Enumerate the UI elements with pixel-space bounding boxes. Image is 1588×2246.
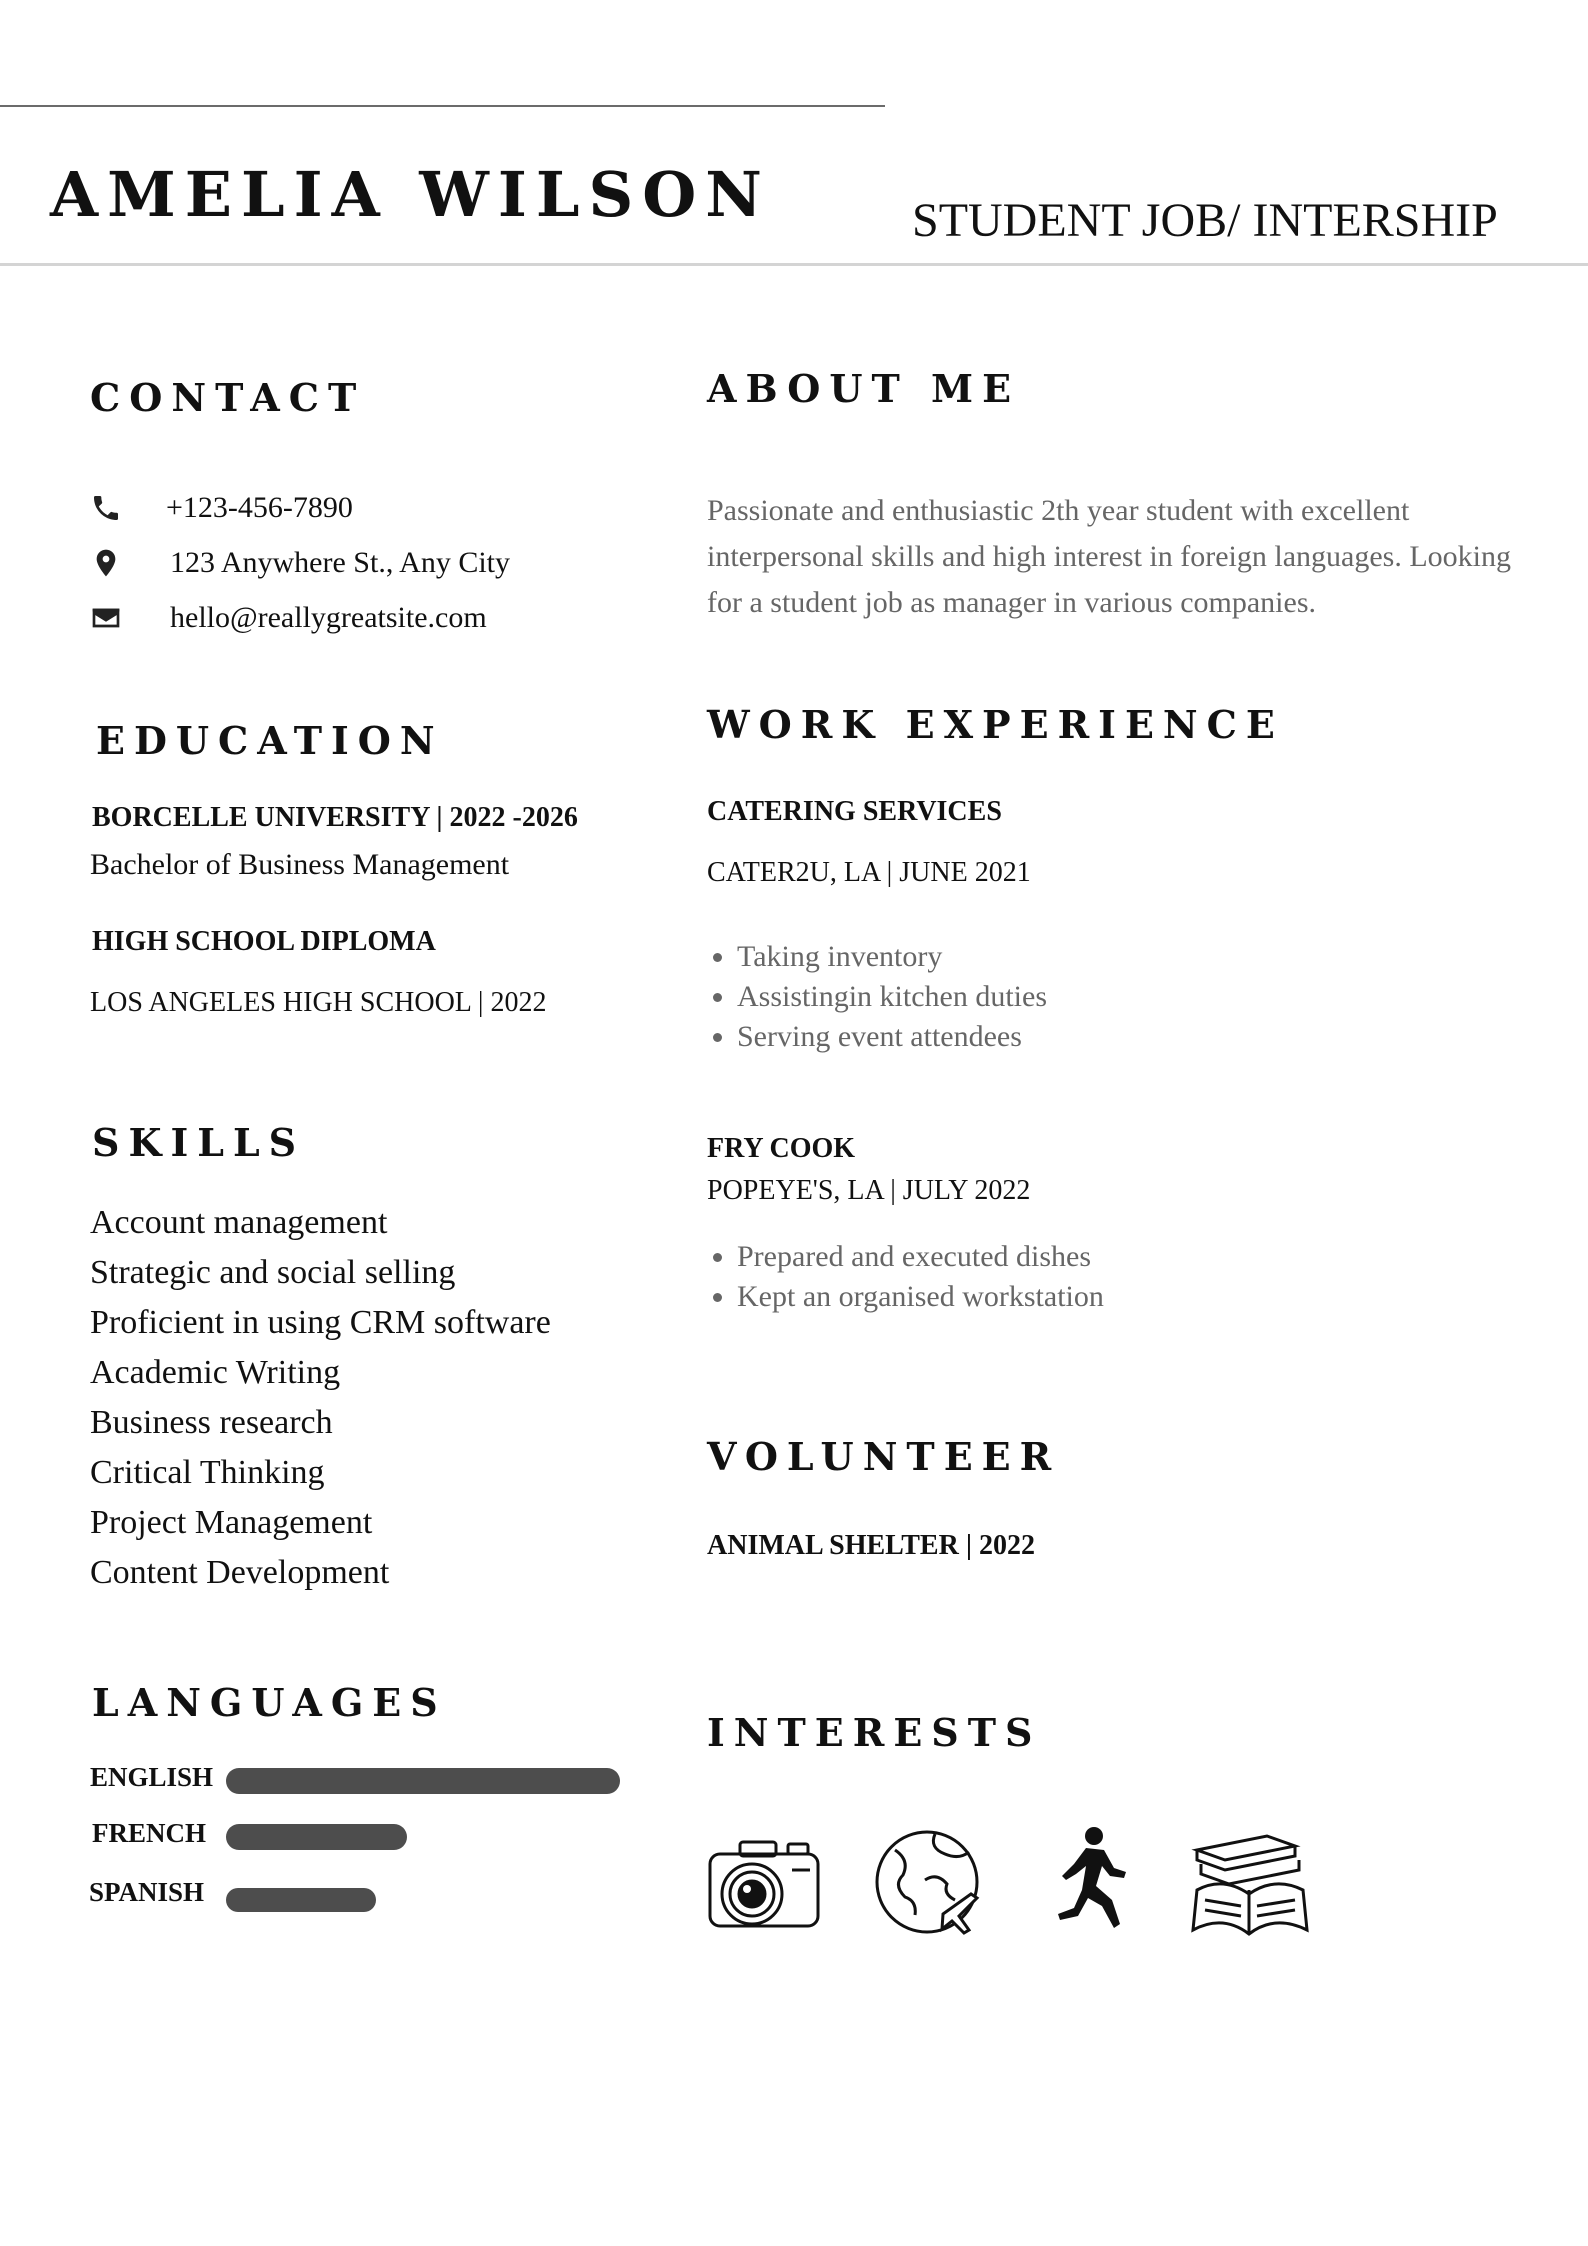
about-heading: ABOUT ME (707, 366, 1021, 411)
language-bar-fill (226, 1888, 376, 1912)
skills-list (90, 1198, 551, 1598)
globe-travel-icon (865, 1820, 995, 1950)
camera-icon (700, 1820, 830, 1950)
job-company: CATER2U, LA | JUNE 2021 (707, 857, 1031, 888)
education-title: BORCELLE UNIVERSITY | 2022 -2026 (92, 802, 578, 833)
skill-item: Project Management (90, 1504, 373, 1541)
location-pin-icon (90, 547, 122, 579)
about-text: Passionate and enthusiastic 2th year student with excellent interpersonal skills and high interest in foreign languages. Looking for a student job as manager in various companies. (707, 494, 1511, 619)
duty-item: • Kept an organised workstation (737, 1277, 1104, 1317)
job-duties (707, 937, 1047, 1057)
language-bar-fill (226, 1824, 407, 1850)
skill-item: Academic Writing (90, 1354, 341, 1391)
skill-item: Account management (90, 1204, 388, 1241)
books-icon (1185, 1820, 1315, 1950)
language-name: FRENCH (92, 1818, 206, 1848)
resume-name: AMELIA WILSON (50, 158, 771, 231)
job-title: FRY COOK (707, 1133, 856, 1164)
contact-address-row (90, 543, 510, 583)
language-name: SPANISH (89, 1877, 205, 1907)
education-detail: LOS ANGELES HIGH SCHOOL | 2022 (90, 987, 547, 1018)
volunteer-heading: VOLUNTEER (707, 1434, 1061, 1479)
job-duties (707, 1237, 1104, 1317)
language-bar (226, 1768, 620, 1794)
contact-phone-row (90, 488, 353, 528)
skill-item: Proficient in using CRM software (90, 1304, 551, 1341)
duty-item: • Serving event attendees (737, 1017, 1047, 1057)
language-bar (226, 1888, 620, 1912)
education-detail: Bachelor of Business Management (90, 848, 510, 881)
interests-heading: INTERESTS (707, 1710, 1042, 1755)
skill-item: Strategic and social selling (90, 1254, 456, 1291)
education-title: HIGH SCHOOL DIPLOMA (92, 926, 436, 957)
work-heading: WORK EXPERIENCE (707, 702, 1284, 747)
contact-email-row (90, 598, 487, 638)
education-heading: EDUCATION (96, 718, 444, 763)
skill-item: Critical Thinking (90, 1454, 325, 1491)
job-company: POPEYE'S, LA | JULY 2022 (707, 1175, 1031, 1206)
volunteer-entry: ANIMAL SHELTER | 2022 (707, 1530, 1035, 1561)
skill-item: Content Development (90, 1554, 390, 1591)
mail-icon (90, 602, 122, 634)
contact-phone: +123-456-7890 (166, 491, 353, 524)
job-title: CATERING SERVICES (707, 796, 1002, 827)
language-bar-fill (226, 1768, 620, 1794)
top-rule (0, 105, 885, 107)
job-title: STUDENT JOB/ INTERSHIP (912, 194, 1498, 247)
phone-icon (90, 492, 122, 524)
languages-heading: LANGUAGES (92, 1680, 447, 1725)
duty-item: • Prepared and executed dishes (737, 1237, 1104, 1277)
duty-item: • Taking inventory (737, 937, 1047, 977)
contact-heading: CONTACT (90, 375, 366, 420)
duty-item: • Assistingin kitchen duties (737, 977, 1047, 1017)
contact-email: hello@reallygreatsite.com (170, 601, 487, 634)
header-divider (0, 263, 1588, 266)
language-bar (226, 1824, 620, 1850)
language-name: ENGLISH (90, 1762, 214, 1792)
running-icon (1022, 1820, 1152, 1950)
skill-item: Business research (90, 1404, 333, 1441)
contact-address: 123 Anywhere St., Any City (170, 546, 511, 579)
skills-heading: SKILLS (92, 1120, 306, 1165)
